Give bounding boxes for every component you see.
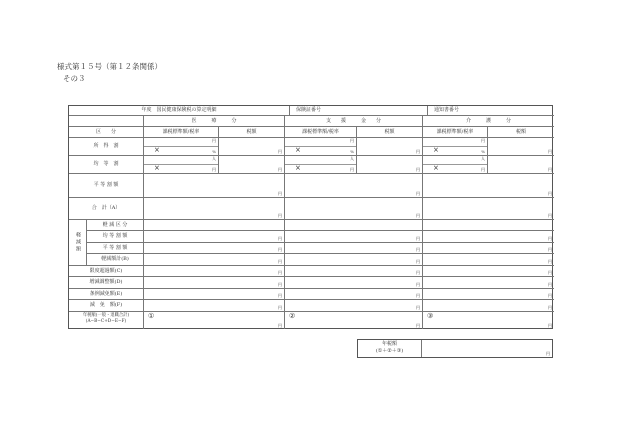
- support-capita-std: 人 × 円: [285, 156, 357, 174]
- care-ord-e: 円: [423, 289, 554, 300]
- care-income-tax: 円: [488, 138, 554, 156]
- support-tax-head: 税額: [357, 127, 423, 138]
- care-capita-std: 人 × 円: [423, 156, 488, 174]
- medical-capita-tax: 円: [219, 156, 285, 174]
- medical-red-class: [144, 220, 285, 231]
- notice-no-label: 通知書番号: [428, 106, 554, 116]
- care-household: 円: [423, 174, 554, 198]
- blank-head: [69, 116, 144, 127]
- row-red-class: 軽 減 区 分: [87, 220, 144, 231]
- tax-table: [68, 105, 553, 329]
- care-red-capita: 円: [423, 231, 554, 243]
- support-red-household: 円: [285, 243, 423, 254]
- care-std-head: 課税標準額/税率: [423, 127, 488, 138]
- care-exempt-f: 円: [423, 300, 554, 312]
- medical-capita-std: 人 × 円: [144, 156, 219, 174]
- medical-ord-e: 円: [144, 289, 285, 300]
- care-sum-a: 円: [423, 198, 554, 220]
- support-capita-tax: 円: [357, 156, 423, 174]
- row-exempt-f: 減 免 額(F): [69, 300, 144, 312]
- medical-red-total: 円: [144, 254, 285, 266]
- care-red-household: 円: [423, 243, 554, 254]
- care-red-class: [423, 220, 554, 231]
- row-per-capita: 均 等 割: [69, 156, 144, 174]
- medical-std-head: 課税標準額/税率: [144, 127, 219, 138]
- medical-tax-head: 税額: [219, 127, 285, 138]
- medical-adj-d: 円: [144, 277, 285, 289]
- care-income-std: 円 × %: [423, 138, 488, 156]
- row-adj-d: 増減調整額(D): [69, 277, 144, 289]
- row-tax-amount: 年税額(一般・退職合計) (A−B−C+D−E−F): [69, 312, 144, 329]
- support-red-capita: 円: [285, 231, 423, 243]
- support-cap-c: 円: [285, 266, 423, 277]
- medical-income-tax: 円: [219, 138, 285, 156]
- support-income-std: 円 × %: [285, 138, 357, 156]
- support-sum-a: 円: [285, 198, 423, 220]
- row-red-per-capita: 均 等 割 額: [87, 231, 144, 243]
- medical-sum-a: 円: [144, 198, 285, 220]
- care-tax-amount: ③ 円: [427, 312, 552, 328]
- support-ord-e: 円: [285, 289, 423, 300]
- medical-head: 医 療 分: [144, 116, 285, 127]
- support-head: 支 援 金 分: [285, 116, 423, 127]
- insured-no-label: 保険証番号: [290, 106, 428, 116]
- form-part: その３: [63, 74, 86, 83]
- total-box: [357, 339, 553, 358]
- care-capita-tax: 円: [488, 156, 554, 174]
- row-red-household: 平 等 割 額: [87, 243, 144, 254]
- support-adj-d: 円: [285, 277, 423, 289]
- row-red-total: 軽減額計(B): [87, 254, 144, 266]
- medical-cap-c: 円: [144, 266, 285, 277]
- care-tax-head: 税額: [488, 127, 554, 138]
- row-ord-e: 条例減免額(E): [69, 289, 144, 300]
- care-red-total: 円: [423, 254, 554, 266]
- care-adj-d: 円: [423, 277, 554, 289]
- support-red-total: 円: [285, 254, 423, 266]
- total-value: 円: [546, 351, 550, 356]
- medical-exempt-f: 円: [144, 300, 285, 312]
- support-income-tax: 円: [357, 138, 423, 156]
- form-title: 年度 国民健康保険税の算定明細: [69, 106, 290, 116]
- row-cap-c: 限度超過額(C): [69, 266, 144, 277]
- support-std-head: 課税標準額/税率: [285, 127, 357, 138]
- row-household: 平 等 割 額: [69, 174, 144, 198]
- category-head: 区 分: [69, 127, 144, 138]
- medical-red-household: 円: [144, 243, 285, 254]
- medical-household: 円: [144, 174, 285, 198]
- reduction-group-label: 軽減額: [69, 220, 87, 266]
- support-tax-amount: ② 円: [285, 312, 423, 329]
- medical-red-capita: 円: [144, 231, 285, 243]
- row-income: 所 得 割: [69, 138, 144, 156]
- care-head: 介 護 分: [423, 116, 554, 127]
- form-number: 様式第１５号（第１２条関係）: [57, 62, 162, 71]
- support-exempt-f: 円: [285, 300, 423, 312]
- medical-tax-amount: ① 円: [144, 312, 285, 329]
- row-sum-a: 合 計（A）: [69, 198, 144, 220]
- medical-income-std: 円 × %: [144, 138, 219, 156]
- support-red-class: [285, 220, 423, 231]
- care-cap-c: 円: [423, 266, 554, 277]
- total-label: 年税額 (①＋②＋③): [358, 340, 422, 357]
- support-household: 円: [285, 174, 423, 198]
